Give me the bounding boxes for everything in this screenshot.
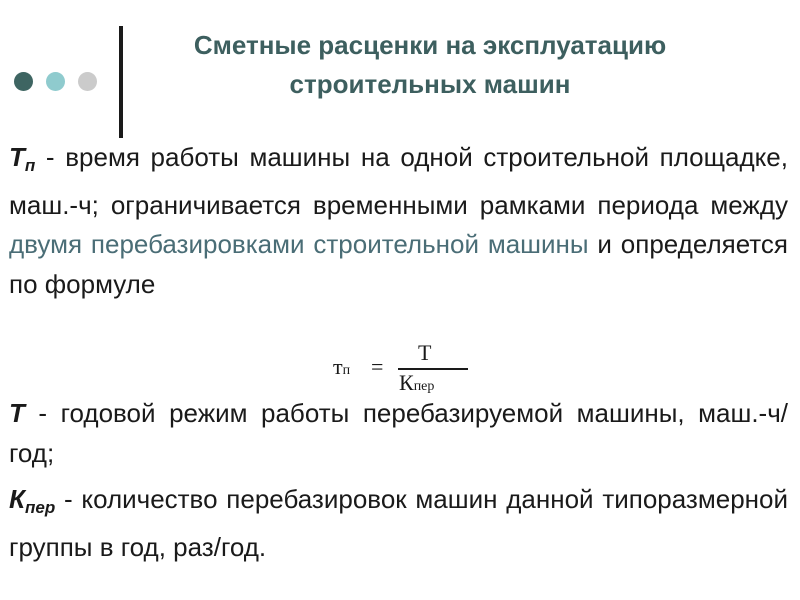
formula-lhs [333, 354, 350, 380]
term-t: Т [9, 398, 25, 428]
decorative-dots [14, 72, 104, 92]
formula-denominator-subscript: пер [413, 379, 435, 394]
tp-highlight-link[interactable]: двумя перебазировками строительной машины [9, 229, 589, 259]
term-kper-letter: К [9, 484, 25, 514]
dot-dark-teal [14, 72, 33, 91]
slide-title: Сметные расценки на эксплуатацию строительных машин [193, 30, 667, 99]
term-tp-subscript: п [24, 156, 36, 175]
formula-denominator-letter: К [399, 370, 414, 395]
tp-text-after: и определяется по формуле [9, 229, 788, 299]
paragraph-tp-definition [9, 138, 788, 304]
dot-light-teal [46, 72, 65, 91]
formula-lhs-subscript: п [342, 363, 351, 378]
formula-numerator: T [418, 340, 432, 365]
formula-tp [333, 340, 483, 395]
term-tp [9, 142, 36, 175]
tp-text-before: - время работы машины на одной строительной площадке, маш.-ч; ограничивается временными рамками периода между [9, 142, 788, 220]
title-divider-line [119, 26, 123, 138]
term-kper [9, 484, 56, 517]
formula-lhs-letter: т [333, 354, 343, 379]
t-text: - годовой режим работы перебазируемой машины, маш.-ч/год; [9, 398, 788, 468]
kper-text: - количество перебазировок машин данной типоразмерной группы в год, раз/год. [9, 484, 788, 562]
formula-equals: = [371, 354, 384, 379]
paragraph-t-definition [9, 394, 788, 473]
term-tp-letter: Т [9, 142, 25, 172]
term-kper-subscript: пер [24, 498, 56, 517]
paragraph-kper-definition [9, 480, 788, 567]
dot-gray [78, 72, 97, 91]
formula-denominator [399, 370, 434, 396]
